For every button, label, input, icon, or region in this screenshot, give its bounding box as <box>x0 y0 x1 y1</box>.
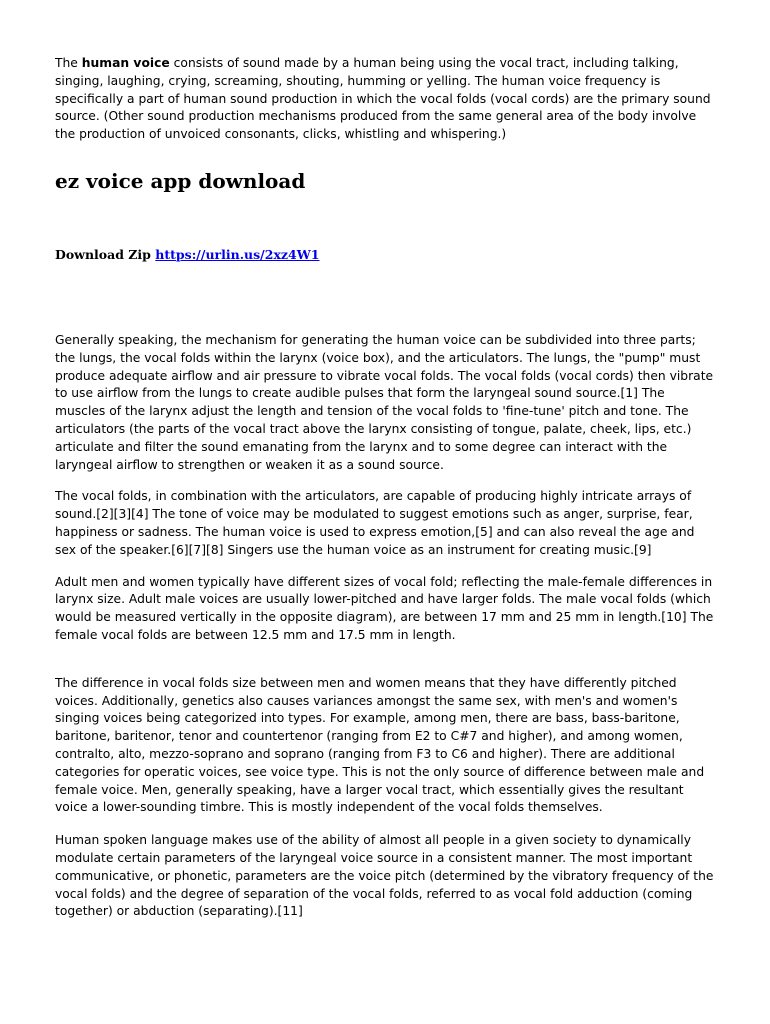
download-line <box>55 246 717 264</box>
download-label: Download Zip <box>55 246 151 262</box>
body-paragraph-1: Generally speaking, the mechanism for generating the human voice can be subdivided into three parts; the lungs, the vocal folds within the larynx (voice box), and the articulators. The lungs, the "pump" must produce adequate airflow and air pressure to vibrate vocal folds. The vocal folds (vocal cords) then vibrate to use airflow from the lungs to create audible pulses that form the laryngeal sound source.[1] The muscles of the larynx adjust the length and tension of the vocal folds to 'fine-tune' pitch and tone. The articulators (the parts of the vocal tract above the larynx consisting of tongue, palate, cheek, lips, etc.) articulate and filter the sound emanating from the larynx and to some degree can interact with the laryngeal airflow to strengthen or weaken it as a sound source. <box>55 332 714 472</box>
page-heading: ez voice app download <box>55 168 306 193</box>
intro-paragraph <box>55 55 717 144</box>
download-link[interactable]: https://urlin.us/2xz4W1 <box>155 246 320 262</box>
body-paragraph-2: The vocal folds, in combination with the articulators, are capable of producing highly intricate arrays of sound.[2][3][4] The tone of voice may be modulated to suggest emotions such as anger, surprise, fear, happiness or sadness. The human voice is used to express emotion,[5] and can also reveal the age and sex of the speaker.[6][7][8] Singers use the human voice as an instrument for creating music.[9] <box>55 489 695 557</box>
intro-rest: consists of sound made by a human being using the vocal tract, including talking, singing, laughing, crying, screaming, shouting, humming or yelling. The human voice frequency is specifically a part of human sound production in which the vocal folds (vocal cords) are the primary sound source. (Other sound production mechanisms produced from the same general area of the body involve the production of unvoiced consonants, clicks, whistling and whispering.) <box>55 56 711 142</box>
body-paragraph-4: The difference in vocal folds size between men and women means that they have differently pitched voices. Additionally, genetics also causes variances amongst the same sex, with men's and women's singing voices being categorized into types. For example, among men, there are bass, bass-baritone, baritone, baritenor, tenor and countertenor (ranging from E2 to C#7 and higher), and among women, contralto, alto, mezzo-soprano and soprano (ranging from F3 to C6 and higher). There are additional categories for operatic voices, see voice type. This is not the only source of difference between male and female voice. Men, generally speaking, have a larger vocal tract, which essentially gives the resultant voice a lower-sounding timbre. This is mostly independent of the vocal folds themselves. <box>55 675 705 815</box>
document-page <box>55 55 717 921</box>
intro-bold-term: human voice <box>81 56 170 70</box>
body-paragraph-3: Adult men and women typically have different sizes of vocal fold; reflecting the male-female differences in larynx size. Adult male voices are usually lower-pitched and have larger folds. The male vocal folds (which would be measured vertically in the opposite diagram), are between 17 mm and 25 mm in length.[10] The female vocal folds are between 12.5 mm and 17.5 mm in length. <box>55 574 714 642</box>
body-paragraph-5: Human spoken language makes use of the ability of almost all people in a given society to dynamically modulate certain parameters of the laryngeal voice source in a consistent manner. The most important communicative, or phonetic, parameters are the voice pitch (determined by the vibratory frequency of the vocal folds) and the degree of separation of the vocal folds, referred to as vocal fold adduction (coming together) or abduction (separating).[11] <box>55 833 714 919</box>
intro-lead: The <box>55 56 82 70</box>
